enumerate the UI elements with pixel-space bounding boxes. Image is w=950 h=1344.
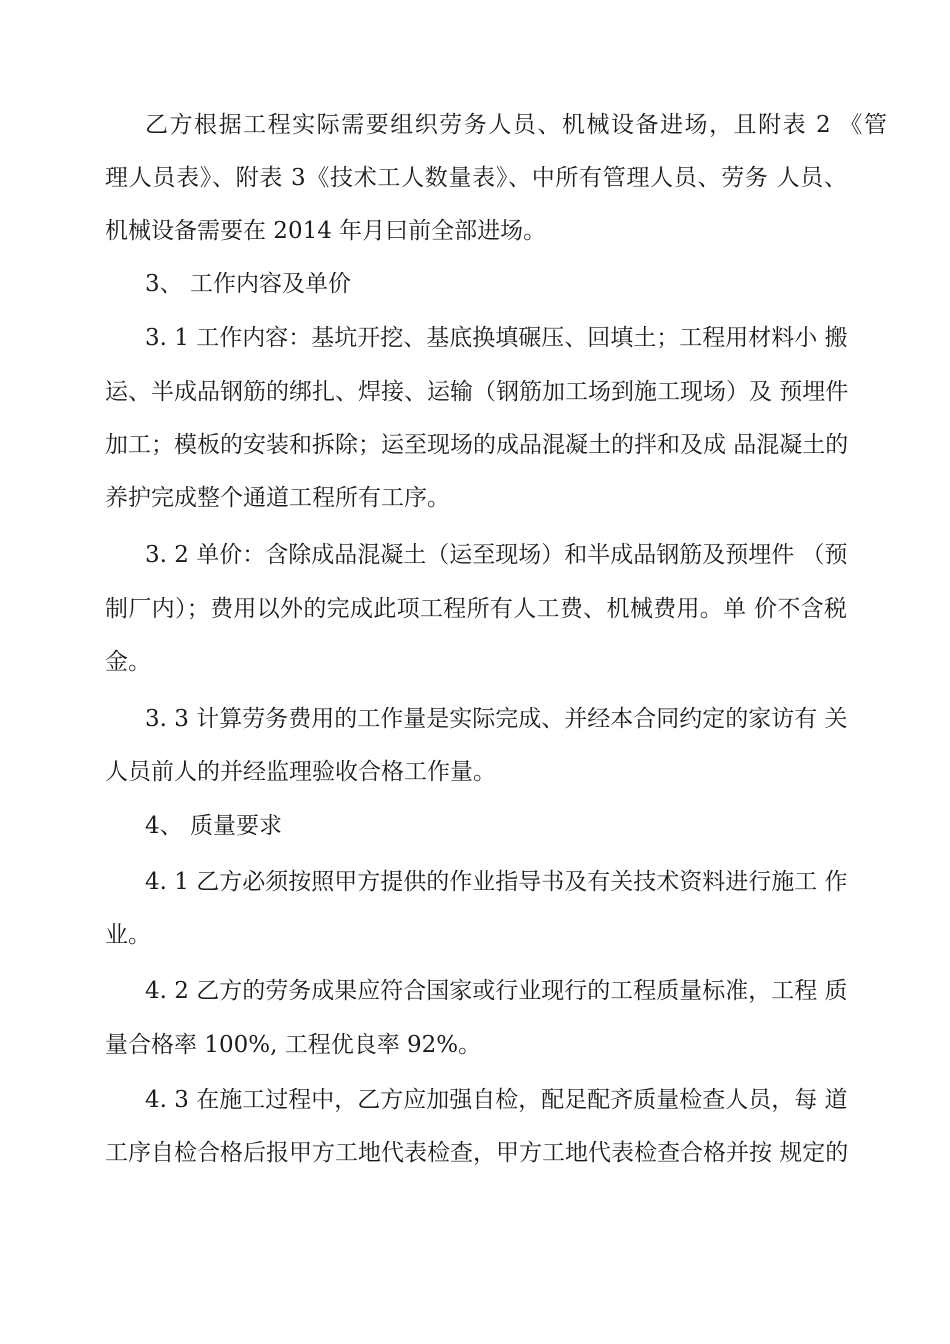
- paragraph-line: 加工；模板的安装和拆除；运至现场的成品混凝土的拌和及成 品混凝土的: [105, 432, 849, 458]
- paragraph-line: 3. 3 计算劳务费用的工作量是实际完成、并经本合同约定的家访有 关: [145, 706, 848, 732]
- paragraph-line: 量合格率 100%, 工程优良率 92%。: [105, 1032, 482, 1058]
- paragraph-line: 运、半成品钢筋的绑扎、焊接、运输（钢筋加工场到施工现场）及 预埋件: [105, 379, 849, 405]
- paragraph-line: 养护完成整个通道工程所有工序。: [105, 485, 450, 511]
- section-heading: 3、 工作内容及单价: [145, 271, 351, 297]
- paragraph-line: 4. 3 在施工过程中，乙方应加强自检，配足配齐质量检查人员，每 道: [145, 1087, 848, 1113]
- paragraph-line: 4. 2 乙方的劳务成果应符合国家或行业现行的工程质量标准，工程 质: [145, 978, 848, 1004]
- paragraph-line: 乙方根据工程实际需要组织劳务人员、机械设备进场，且附表 2 《管: [145, 112, 887, 138]
- paragraph-line: 理人员表》、附表 3《技术工人数量表》、中所有管理人员、劳务 人员、: [105, 165, 847, 191]
- paragraph-line: 3. 1 工作内容：基坑开挖、基底换填碾压、回填土；工程用材料小 搬: [145, 325, 848, 351]
- section-heading: 4、 质量要求: [145, 813, 282, 839]
- paragraph-line: 3. 2 单价：含除成品混凝土（运至现场）和半成品钢筋及预埋件 （预: [145, 542, 848, 568]
- paragraph-line: 业。: [105, 922, 151, 948]
- paragraph-line: 金。: [105, 649, 151, 675]
- paragraph-line: 工序自检合格后报甲方工地代表检查，甲方工地代表检查合格并按 规定的: [105, 1140, 849, 1166]
- paragraph-line: 制厂内）；费用以外的完成此项工程所有人工费、机械费用。单 价不含税: [105, 596, 847, 622]
- paragraph-line: 机械设备需要在 2014 年月曰前全部进场。: [105, 218, 547, 244]
- paragraph-line: 4. 1 乙方必须按照甲方提供的作业指导书及有关技术资料进行施工 作: [145, 869, 848, 895]
- paragraph-line: 人员前人的并经监理验收合格工作量。: [105, 759, 496, 785]
